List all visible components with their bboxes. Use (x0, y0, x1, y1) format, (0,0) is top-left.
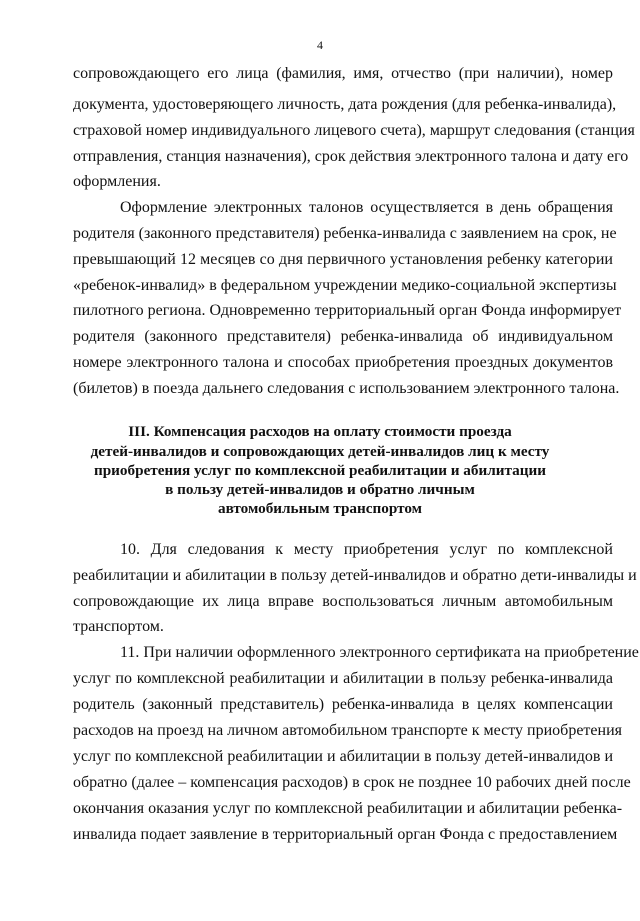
text-line: номере электронного талона и способах приобретения проездных документов (73, 354, 613, 371)
text-line: окончания оказания услуг по комплексной реабилитации и абилитации ребенка- (73, 800, 623, 817)
heading-line: III. Компенсация расходов на оплату стоимости проезда (128, 423, 512, 440)
heading-line: приобретения услуг по комплексной реабилитации и абилитации (93, 462, 546, 479)
page-number: 4 (317, 38, 323, 52)
text-line: Оформление электронных талонов осуществляется в день обращения (120, 199, 613, 216)
text-line: 11. При наличии оформленного электронного сертификата на приобретение (120, 644, 639, 661)
text-line: оформления. (73, 173, 161, 190)
text-line: услуг по комплексной реабилитации и абилитации в пользу ребенка-инвалида (73, 670, 613, 687)
text-line: превышающий 12 месяцев со дня первичного установления ребенку категории (73, 251, 613, 268)
text-line: инвалида подает заявление в территориальный орган Фонда с предоставлением (73, 826, 618, 843)
text-line: обратно (далее – компенсация расходов) в срок не позднее 10 рабочих дней после (73, 774, 631, 791)
text-line: документа, удостоверяющего личность, дата рождения (для ребенка-инвалида), (73, 96, 617, 113)
text-line: расходов на проезд на личном автомобильном транспорте к месту приобретения (73, 722, 622, 739)
text-line: транспортом. (73, 618, 164, 635)
text-line: 10. Для следования к месту приобретения услуг по комплексной (120, 541, 613, 558)
text-line: услуг по комплексной реабилитации и абилитации в пользу детей-инвалидов и (73, 748, 613, 765)
heading-line: в пользу детей-инвалидов и обратно личным (165, 481, 475, 498)
heading-line: автомобильным транспортом (217, 500, 423, 517)
text-line: родителя (законного представителя) ребенка-инвалида об индивидуальном (73, 328, 613, 345)
text-line: «ребенок-инвалид» в федеральном учреждении медико-социальной экспертизы (73, 277, 617, 294)
text-line: родителя (законного представителя) ребенка-инвалида с заявлением на срок, не (73, 225, 617, 242)
heading-line: детей-инвалидов и сопровождающих детей-инвалидов лиц к месту (90, 443, 550, 460)
text-line: пилотного региона. Одновременно территориальный орган Фонда информирует (73, 302, 622, 319)
text-line: страховой номер индивидуального лицевого счета), маршрут следования (станция (73, 122, 635, 139)
text-line: отправления, станция назначения), срок действия электронного талона и дату его (73, 148, 629, 165)
text-line: реабилитации и абилитации в пользу детей-инвалидов и обратно дети-инвалиды и (73, 567, 637, 584)
text-line: (билетов) в поезда дальнего следования с использованием электронного талона. (73, 380, 620, 397)
text-line: сопровождающего его лица (фамилия, имя, отчество (при наличии), номер (73, 65, 613, 82)
text-line: сопровождающие их лица вправе воспользоваться личным автомобильным (73, 593, 613, 610)
text-line: родитель (законный представитель) ребенка-инвалида в целях компенсации (73, 696, 613, 713)
